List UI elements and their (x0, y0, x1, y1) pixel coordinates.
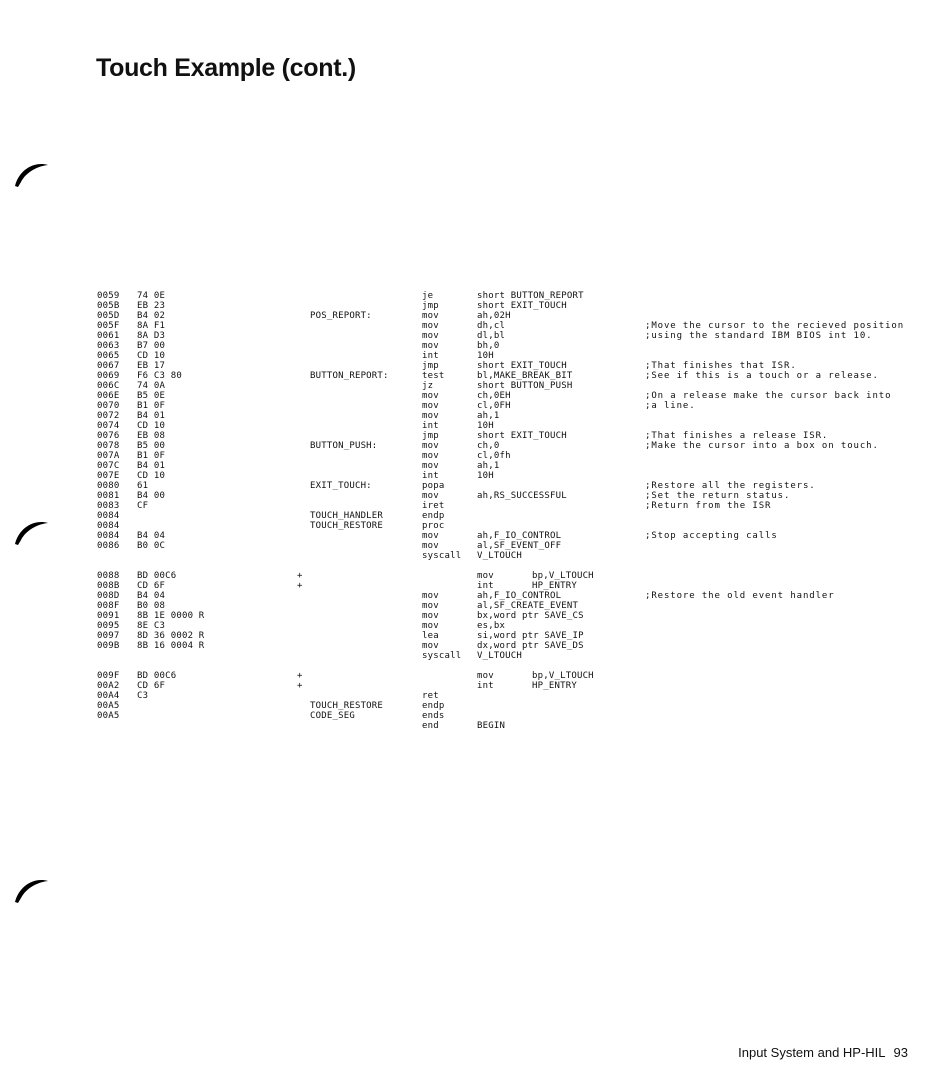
operand: es,bx (477, 621, 506, 631)
machine-code: 8B 1E 0000 R (137, 611, 205, 621)
line-address: 005B (97, 301, 120, 311)
line-address: 007A (97, 451, 120, 461)
binder-tab-mark-icon (14, 158, 50, 194)
machine-code: CF (137, 501, 149, 511)
listing-line (97, 331, 937, 341)
listing-line (97, 611, 937, 621)
listing-line (97, 601, 937, 611)
code-label: EXIT_TOUCH: (310, 481, 372, 491)
listing-line (97, 421, 937, 431)
machine-code: B4 02 (137, 311, 166, 321)
mnemonic: ends (422, 711, 445, 721)
line-address: 007C (97, 461, 120, 471)
line-address: 00A5 (97, 711, 120, 721)
mnemonic: mov (422, 461, 439, 471)
line-address: 005F (97, 321, 120, 331)
listing-line (97, 411, 937, 421)
code-label: CODE_SEG (310, 711, 355, 721)
machine-code: B0 0C (137, 541, 166, 551)
line-address: 0067 (97, 361, 120, 371)
comment: ;a line. (645, 401, 696, 411)
listing-line (97, 501, 937, 511)
machine-code: 74 0A (137, 381, 166, 391)
listing-line (97, 301, 937, 311)
mnemonic: mov (422, 331, 439, 341)
machine-code: B4 01 (137, 461, 166, 471)
listing-line (97, 441, 937, 451)
machine-code: B5 00 (137, 441, 166, 451)
operand: 10H (477, 351, 494, 361)
mnemonic: ret (422, 691, 439, 701)
operand: ch,0 (477, 441, 500, 451)
operand: cl,0fh (477, 451, 511, 461)
listing-line (97, 671, 937, 681)
line-address: 0069 (97, 371, 120, 381)
listing-line (97, 391, 937, 401)
listing-line (97, 651, 937, 661)
operand: short EXIT_TOUCH (477, 301, 567, 311)
line-address: 0063 (97, 341, 120, 351)
mnemonic: mov (422, 391, 439, 401)
comment: ;On a release make the cursor back into (645, 391, 892, 401)
comment: ;using the standard IBM BIOS int 10. (645, 331, 873, 341)
macro-marker: + (297, 671, 303, 681)
mnemonic: syscall (422, 651, 462, 661)
code-label: BUTTON_PUSH: (310, 441, 378, 451)
line-address: 0083 (97, 501, 120, 511)
mnemonic: test (422, 371, 445, 381)
machine-code: B4 01 (137, 411, 166, 421)
mnemonic: int (422, 421, 439, 431)
line-address: 0081 (97, 491, 120, 501)
code-label: POS_REPORT: (310, 311, 372, 321)
mnemonic: mov (477, 571, 494, 581)
mnemonic: mov (422, 321, 439, 331)
listing-line (97, 701, 937, 711)
machine-code: 8A F1 (137, 321, 166, 331)
mnemonic: jmp (422, 431, 439, 441)
operand: V_LTOUCH (477, 551, 522, 561)
line-address: 0091 (97, 611, 120, 621)
line-address: 00A5 (97, 701, 120, 711)
listing-line (97, 541, 937, 551)
operand: bp,V_LTOUCH (532, 671, 594, 681)
mnemonic: mov (422, 451, 439, 461)
mnemonic: proc (422, 521, 445, 531)
machine-code: B5 0E (137, 391, 166, 401)
operand: ah,1 (477, 411, 500, 421)
listing-line (97, 461, 937, 471)
operand: V_LTOUCH (477, 651, 522, 661)
line-address: 0084 (97, 511, 120, 521)
mnemonic: jmp (422, 301, 439, 311)
mnemonic: mov (477, 671, 494, 681)
line-address: 006E (97, 391, 120, 401)
comment: ;Move the cursor to the recieved position (645, 321, 905, 331)
mnemonic: lea (422, 631, 439, 641)
mnemonic: int (422, 351, 439, 361)
listing-line (97, 551, 937, 561)
line-address: 0097 (97, 631, 120, 641)
mnemonic: syscall (422, 551, 462, 561)
machine-code: CD 10 (137, 351, 166, 361)
listing-line (97, 531, 937, 541)
machine-code: B7 00 (137, 341, 166, 351)
comment: ;See if this is a touch or a release. (645, 371, 879, 381)
listing-line (97, 401, 937, 411)
operand: HP_ENTRY (532, 681, 577, 691)
listing-line (97, 591, 937, 601)
operand: short EXIT_TOUCH (477, 361, 567, 371)
listing-line (97, 571, 937, 581)
machine-code: BD 00C6 (137, 571, 177, 581)
comment: ;Restore all the registers. (645, 481, 816, 491)
mnemonic: endp (422, 701, 445, 711)
operand: ah,F_IO_CONTROL (477, 591, 562, 601)
operand: ah,1 (477, 461, 500, 471)
listing-line (97, 471, 937, 481)
line-address: 005D (97, 311, 120, 321)
machine-code: 8B 16 0004 R (137, 641, 205, 651)
line-address: 007E (97, 471, 120, 481)
machine-code: 8A D3 (137, 331, 166, 341)
macro-marker: + (297, 581, 303, 591)
line-address: 0084 (97, 531, 120, 541)
listing-spacer (97, 561, 937, 571)
operand: short EXIT_TOUCH (477, 431, 567, 441)
mnemonic: end (422, 721, 439, 731)
comment: ;Return from the ISR (645, 501, 772, 511)
operand: short BUTTON_PUSH (477, 381, 573, 391)
line-address: 00A2 (97, 681, 120, 691)
line-address: 0072 (97, 411, 120, 421)
comment: ;Set the return status. (645, 491, 791, 501)
line-address: 009B (97, 641, 120, 651)
line-address: 0084 (97, 521, 120, 531)
line-address: 0088 (97, 571, 120, 581)
mnemonic: je (422, 291, 434, 301)
line-address: 009F (97, 671, 120, 681)
mnemonic: mov (422, 341, 439, 351)
machine-code: B1 0F (137, 451, 166, 461)
listing-line (97, 631, 937, 641)
operand: short BUTTON_REPORT (477, 291, 584, 301)
page-footer (738, 1045, 908, 1060)
page-number: 93 (893, 1045, 908, 1060)
listing-line (97, 321, 937, 331)
machine-code: EB 17 (137, 361, 166, 371)
listing-line (97, 511, 937, 521)
listing-line (97, 381, 937, 391)
mnemonic: mov (422, 611, 439, 621)
line-address: 0095 (97, 621, 120, 631)
operand: bl,MAKE_BREAK_BIT (477, 371, 573, 381)
mnemonic: int (422, 471, 439, 481)
machine-code: 8D 36 0002 R (137, 631, 205, 641)
machine-code: BD 00C6 (137, 671, 177, 681)
operand: 10H (477, 471, 494, 481)
listing-line (97, 481, 937, 491)
listing-line (97, 581, 937, 591)
listing-line (97, 521, 937, 531)
assembly-listing (97, 291, 937, 731)
listing-line (97, 451, 937, 461)
operand: HP_ENTRY (532, 581, 577, 591)
listing-line (97, 311, 937, 321)
comment: ;Make the cursor into a box on touch. (645, 441, 879, 451)
listing-line (97, 341, 937, 351)
machine-code: B4 04 (137, 591, 166, 601)
machine-code: CD 6F (137, 681, 166, 691)
listing-line (97, 431, 937, 441)
code-label: TOUCH_HANDLER (310, 511, 384, 521)
line-address: 0059 (97, 291, 120, 301)
comment: ;Stop accepting calls (645, 531, 778, 541)
mnemonic: mov (422, 401, 439, 411)
operand: dx,word ptr SAVE_DS (477, 641, 584, 651)
operand: ah,RS_SUCCESSFUL (477, 491, 567, 501)
machine-code: 61 (137, 481, 149, 491)
mnemonic: mov (422, 311, 439, 321)
operand: dl,bl (477, 331, 506, 341)
line-address: 0086 (97, 541, 120, 551)
machine-code: EB 23 (137, 301, 166, 311)
operand: bp,V_LTOUCH (532, 571, 594, 581)
line-address: 00A4 (97, 691, 120, 701)
mnemonic: mov (422, 531, 439, 541)
operand: ah,02H (477, 311, 511, 321)
mnemonic: mov (422, 441, 439, 451)
line-address: 0076 (97, 431, 120, 441)
line-address: 008D (97, 591, 120, 601)
mnemonic: jmp (422, 361, 439, 371)
operand: ah,F_IO_CONTROL (477, 531, 562, 541)
page-title: Touch Example (cont.) (96, 54, 356, 82)
listing-spacer (97, 661, 937, 671)
operand: bh,0 (477, 341, 500, 351)
operand: dh,cl (477, 321, 506, 331)
line-address: 0078 (97, 441, 120, 451)
machine-code: CD 6F (137, 581, 166, 591)
line-address: 0065 (97, 351, 120, 361)
listing-line (97, 711, 937, 721)
binder-tab-mark-icon (14, 874, 50, 910)
operand: al,SF_EVENT_OFF (477, 541, 562, 551)
mnemonic: mov (422, 411, 439, 421)
listing-line (97, 291, 937, 301)
listing-line (97, 721, 937, 731)
mnemonic: endp (422, 511, 445, 521)
machine-code: F6 C3 80 (137, 371, 182, 381)
mnemonic: mov (422, 621, 439, 631)
mnemonic: mov (422, 541, 439, 551)
listing-line (97, 691, 937, 701)
footer-section: Input System and HP-HIL (738, 1045, 886, 1060)
line-address: 0080 (97, 481, 120, 491)
mnemonic: mov (422, 491, 439, 501)
operand: BEGIN (477, 721, 506, 731)
machine-code: EB 08 (137, 431, 166, 441)
mnemonic: popa (422, 481, 445, 491)
line-address: 008B (97, 581, 120, 591)
code-label: TOUCH_RESTORE (310, 521, 384, 531)
listing-line (97, 361, 937, 371)
code-label: TOUCH_RESTORE (310, 701, 384, 711)
comment: ;Restore the old event handler (645, 591, 835, 601)
mnemonic: mov (422, 601, 439, 611)
listing-line (97, 621, 937, 631)
machine-code: CD 10 (137, 471, 166, 481)
mnemonic: mov (422, 591, 439, 601)
machine-code: 8E C3 (137, 621, 166, 631)
mnemonic: iret (422, 501, 445, 511)
macro-marker: + (297, 571, 303, 581)
listing-line (97, 491, 937, 501)
operand: bx,word ptr SAVE_CS (477, 611, 584, 621)
operand: al,SF_CREATE_EVENT (477, 601, 579, 611)
machine-code: C3 (137, 691, 149, 701)
line-address: 006C (97, 381, 120, 391)
binder-tab-mark-icon (14, 516, 50, 552)
listing-line (97, 371, 937, 381)
machine-code: B0 08 (137, 601, 166, 611)
mnemonic: mov (422, 641, 439, 651)
line-address: 0061 (97, 331, 120, 341)
comment: ;That finishes a release ISR. (645, 431, 829, 441)
operand: cl,0FH (477, 401, 511, 411)
comment: ;That finishes that ISR. (645, 361, 797, 371)
mnemonic: jz (422, 381, 434, 391)
machine-code: CD 10 (137, 421, 166, 431)
machine-code: 74 0E (137, 291, 166, 301)
operand: ch,0EH (477, 391, 511, 401)
code-label: BUTTON_REPORT: (310, 371, 389, 381)
operand: 10H (477, 421, 494, 431)
listing-line (97, 641, 937, 651)
line-address: 0074 (97, 421, 120, 431)
line-address: 0070 (97, 401, 120, 411)
machine-code: B4 04 (137, 531, 166, 541)
machine-code: B1 0F (137, 401, 166, 411)
line-address: 008F (97, 601, 120, 611)
machine-code: B4 00 (137, 491, 166, 501)
listing-line (97, 351, 937, 361)
operand: si,word ptr SAVE_IP (477, 631, 584, 641)
listing-line (97, 681, 937, 691)
mnemonic: int (477, 581, 494, 591)
macro-marker: + (297, 681, 303, 691)
mnemonic: int (477, 681, 494, 691)
